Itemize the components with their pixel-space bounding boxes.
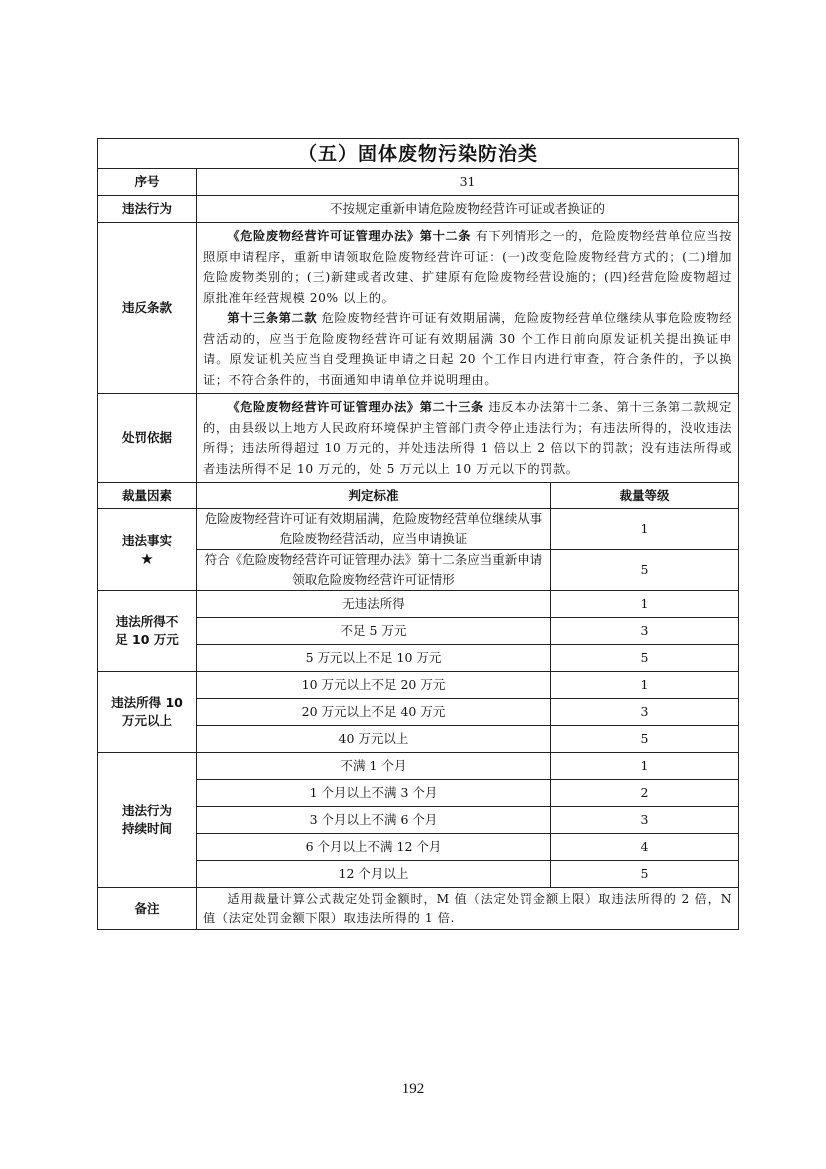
level-cell: 1: [551, 753, 739, 780]
level-cell: 5: [551, 726, 739, 753]
penalty-discretion-table: [97, 138, 739, 930]
factor-label-line1: 违法行为: [121, 803, 172, 818]
title-row: [98, 139, 739, 169]
penalty-basis-row: [98, 394, 739, 483]
discretion-row: [98, 591, 739, 618]
provisions-label: 违反条款: [98, 223, 197, 394]
level-cell: 1: [551, 591, 739, 618]
violation-value: 不按规定重新申请危险废物经营许可证或者换证的: [197, 196, 739, 223]
criteria-cell: 6 个月以上不满 12 个月: [197, 834, 551, 861]
level-cell: 2: [551, 780, 739, 807]
criteria-cell: 20 万元以上不足 40 万元: [197, 699, 551, 726]
level-cell: 3: [551, 807, 739, 834]
discretion-row: [98, 509, 739, 550]
serial-value: 31: [197, 169, 739, 196]
level-cell: 1: [551, 509, 739, 550]
header-level: 裁量等级: [551, 483, 739, 509]
section-title: （五）固体废物污染防治类: [98, 139, 739, 169]
criteria-cell: 无违法所得: [197, 591, 551, 618]
level-cell: 5: [551, 861, 739, 888]
provision-paragraph: [203, 308, 732, 390]
provision-article-title: 《危险废物经营许可证管理办法》第十二条: [227, 229, 472, 243]
discretion-header-row: [98, 483, 739, 509]
penalty-basis-content: [197, 394, 739, 483]
penalty-basis-label: 处罚依据: [98, 394, 197, 483]
criteria-cell: 不足 5 万元: [197, 618, 551, 645]
serial-label: 序号: [98, 169, 197, 196]
remarks-text: 适用裁量计算公式裁定处罚金额时，M 值（法定处罚金额上限）取违法所得的 2 倍，N 值（法定处罚金额下限）取违法所得的 1 倍.: [203, 891, 733, 925]
factor-label-line1: 违法所得 10: [111, 695, 183, 710]
level-cell: 5: [551, 550, 739, 591]
level-cell: 4: [551, 834, 739, 861]
criteria-cell: 12 个月以上: [197, 861, 551, 888]
factor-illegal-fact: [98, 509, 197, 591]
penalty-article-text: 违反本办法第十二条、第十三条第二款规定的，由县级以上地方人民政府环境保护主管部门责令停止违法行为；有违法所得的，没收违法所得；违法所得超过 10 万元的，并处违法所得 1 倍以上 2 倍以下的罚款；没有违法所得或者违法所得不足 10 万元的，处 5 万元以上 10 万元以下的罚款。: [203, 400, 733, 476]
provision-article-title: 第十三条第二款: [227, 311, 318, 325]
remarks-row: [98, 888, 739, 930]
factor-income-over-10w: [98, 672, 197, 753]
factor-label-line1: 违法所得不: [115, 614, 179, 629]
violation-row: [98, 196, 739, 223]
factor-label-line2: 持续时间: [121, 821, 172, 836]
criteria-cell: 危险废物经营许可证有效期届满，危险废物经营单位继续从事危险废物经营活动，应当申请换证: [197, 509, 551, 550]
page-number: 192: [401, 1081, 425, 1097]
criteria-cell: 40 万元以上: [197, 726, 551, 753]
criteria-cell: 1 个月以上不满 3 个月: [197, 780, 551, 807]
header-criteria: 判定标准: [197, 483, 551, 509]
criteria-cell: 不满 1 个月: [197, 753, 551, 780]
criteria-cell: 10 万元以上不足 20 万元: [197, 672, 551, 699]
discretion-row: [98, 753, 739, 780]
penalty-article-title: 《危险废物经营许可证管理办法》第二十三条: [227, 400, 484, 414]
star-icon: ★: [140, 549, 154, 568]
provision-article-text: 有下列情形之一的，危险废物经营单位应当按照原申请程序，重新申请领取危险废物经营许可证：(一)改变危险废物经营方式的；(二)增加危险废物类别的；(三)新建或者改建、扩建原有危险废物经营设施的；(四)经营危险废物超过原批准年经营规模 20% 以上的。: [203, 229, 733, 305]
header-factor: 裁量因素: [98, 483, 197, 509]
provision-paragraph: [203, 226, 732, 308]
provisions-content: [197, 223, 739, 394]
factor-label: 违法事实: [121, 532, 172, 548]
serial-row: [98, 169, 739, 196]
penalty-basis-paragraph: [203, 397, 732, 479]
provision-article-text: 危险废物经营许可证有效期届满，危险废物经营单位继续从事危险废物经营活动的，应当于危险废物经营许可证有效期届满 30 个工作日前向原发证机关提出换证申请。原发证机关应当自受理换证申请之日起 20 个工作日内进行审查，符合条件的，予以换证；不符合条件的，书面通知申请单位并说明理由。: [203, 311, 733, 387]
provisions-row: [98, 223, 739, 394]
discretion-row: [98, 672, 739, 699]
remarks-content: [197, 888, 739, 930]
criteria-cell: 3 个月以上不满 6 个月: [197, 807, 551, 834]
criteria-cell: 5 万元以上不足 10 万元: [197, 645, 551, 672]
level-cell: 3: [551, 618, 739, 645]
violation-label: 违法行为: [98, 196, 197, 223]
level-cell: 3: [551, 699, 739, 726]
remarks-label: 备注: [98, 888, 197, 930]
level-cell: 5: [551, 645, 739, 672]
criteria-cell: 符合《危险废物经营许可证管理办法》第十二条应当重新申请领取危险废物经营许可证情形: [197, 550, 551, 591]
factor-income-under-10w: [98, 591, 197, 672]
level-cell: 1: [551, 672, 739, 699]
factor-duration: [98, 753, 197, 888]
factor-label-line2: 足 10 万元: [115, 632, 179, 647]
factor-label-line2: 万元以上: [121, 713, 172, 728]
